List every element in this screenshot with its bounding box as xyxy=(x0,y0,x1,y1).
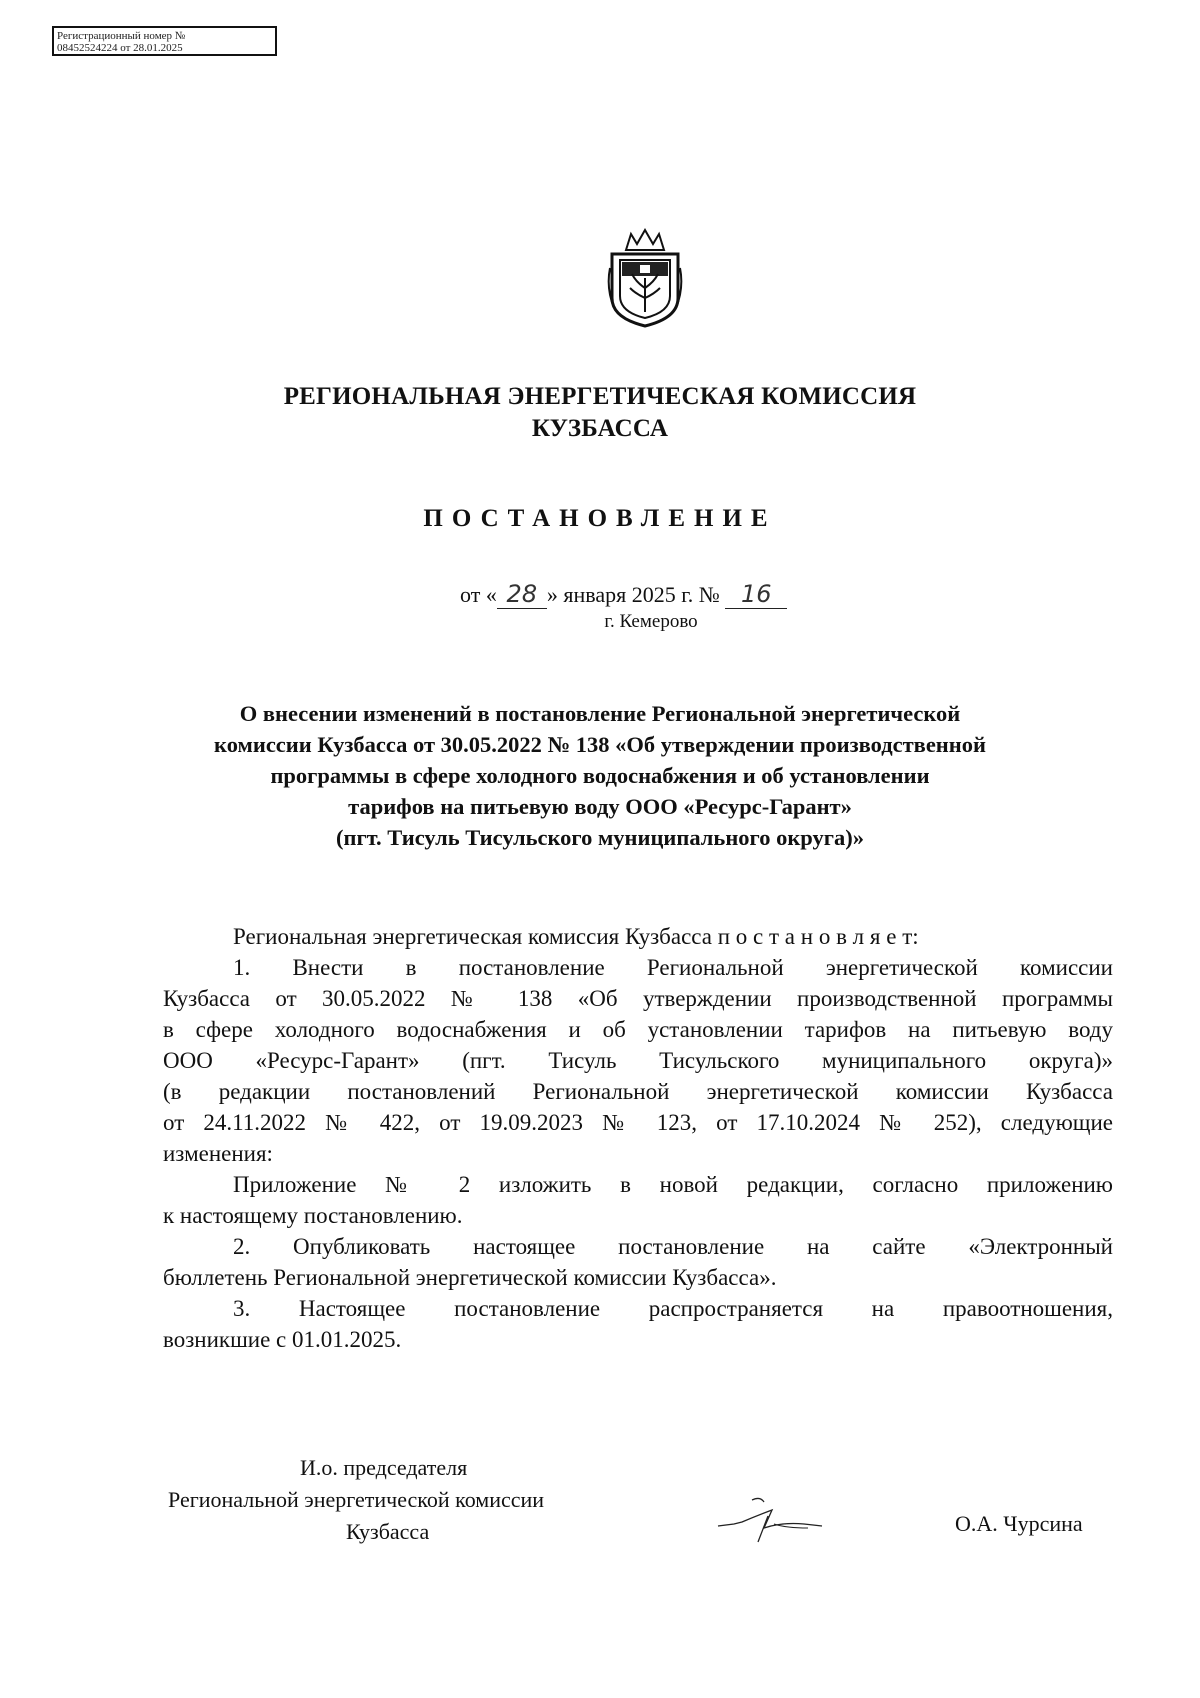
subject-line: программы в сфере холодного водоснабжения и об установлении xyxy=(270,763,930,788)
item-2-line: бюллетень Региональной энергетической комиссии Кузбасса». xyxy=(163,1265,777,1290)
subject-line: О внесении изменений в постановление Региональной энергетической xyxy=(239,701,961,726)
registration-stamp-line1: Регистрационный номер № xyxy=(57,30,186,42)
date-day: 28 xyxy=(497,580,547,609)
date-middle: » января 2025 г. № xyxy=(546,582,720,607)
item-3-line: возникшие с 01.01.2025. xyxy=(163,1327,402,1352)
kuzbass-coat-of-arms-icon xyxy=(606,228,684,328)
subject-line: (пгт. Тисуль Тисульского муниципального округа)» xyxy=(336,825,864,850)
item-1-line: в сфере холодного водоснабжения и об установлении тарифов на питьевую воду xyxy=(163,1017,1113,1042)
item-1-line: 1. Внести в постановление Региональной энергетической комиссии xyxy=(233,955,1113,980)
subject-line: тарифов на питьевую воду ООО «Ресурс-Гарант» xyxy=(348,794,852,819)
item-2-line: 2. Опубликовать настоящее постановление на сайте «Электронный xyxy=(233,1234,1113,1259)
organization-name-line2: КУЗБАССА xyxy=(531,415,669,442)
item-1-line: Кузбасса от 30.05.2022 № 138 «Об утверждении производственной программы xyxy=(163,986,1113,1011)
item-1-last-line: изменения: xyxy=(163,1141,273,1166)
decree-date-line xyxy=(460,580,787,609)
appendix-line: Приложение № 2 изложить в новой редакции, согласно приложению xyxy=(233,1172,1113,1197)
decree-number: 16 xyxy=(725,580,787,609)
item-1-line: от 24.11.2022 № 422, от 19.09.2023 № 123, от 17.10.2024 № 252), следующие xyxy=(163,1110,1113,1135)
city: г. Кемерово xyxy=(604,611,698,632)
subject-line: комиссии Кузбасса от 30.05.2022 № 138 «Об утверждении производственной xyxy=(214,732,986,757)
date-prefix: от « xyxy=(460,582,497,607)
item-1-line: ООО «Ресурс-Гарант» (пгт. Тисуль Тисульского муниципального округа)» xyxy=(163,1048,1113,1073)
signatory-name: О.А. Чурсина xyxy=(955,1511,1083,1536)
registration-stamp-line2: 08452524224 от 28.01.2025 xyxy=(57,42,183,54)
item-3-line: 3. Настоящее постановление распространяется на правоотношения, xyxy=(233,1296,1113,1321)
handwritten-signature-icon xyxy=(712,1488,832,1548)
resolution-intro: Региональная энергетическая комиссия Кузбасса п о с т а н о в л я е т: xyxy=(233,924,919,949)
signatory-position-line2: Региональной энергетической комиссии xyxy=(168,1487,545,1512)
item-1-line: (в редакции постановлений Региональной энергетической комиссии Кузбасса xyxy=(163,1079,1113,1104)
signatory-position-line3: Кузбасса xyxy=(346,1519,430,1544)
signatory-position-line1: И.о. председателя xyxy=(300,1455,468,1480)
organization-name-line1: РЕГИОНАЛЬНАЯ ЭНЕРГЕТИЧЕСКАЯ КОМИССИЯ xyxy=(283,383,917,410)
registration-stamp xyxy=(52,26,277,56)
decree-title: ПОСТАНОВЛЕНИЕ xyxy=(423,505,777,532)
appendix-line: к настоящему постановлению. xyxy=(163,1203,463,1228)
